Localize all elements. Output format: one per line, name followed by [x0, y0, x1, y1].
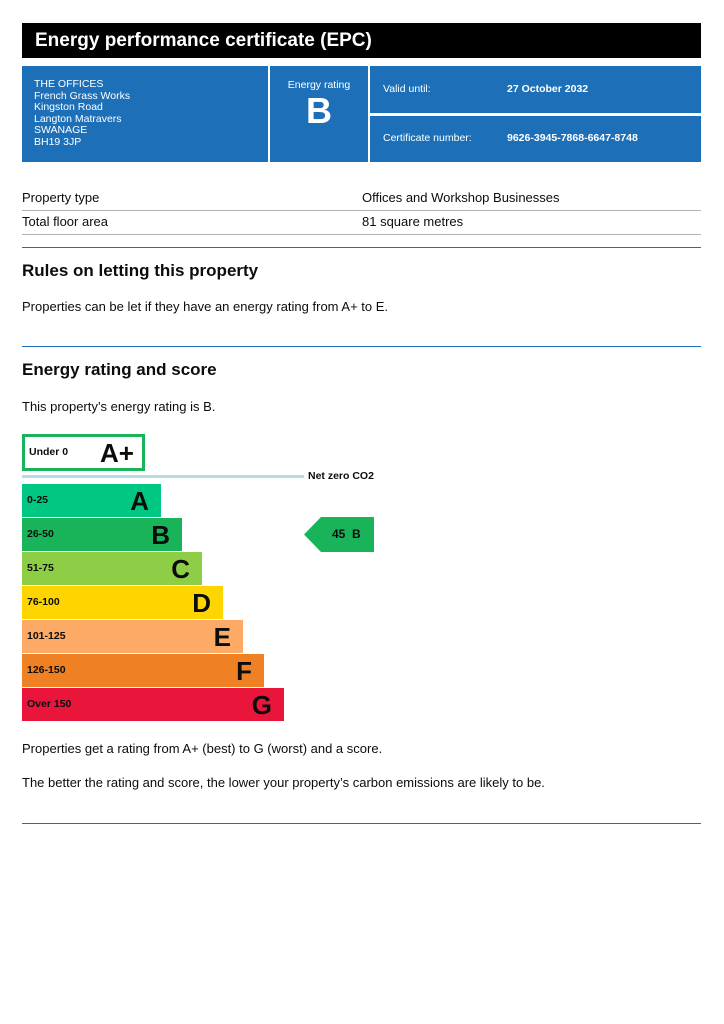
net-zero-line [22, 475, 304, 478]
property-type-row [22, 186, 701, 211]
certificate-number-box [370, 116, 701, 162]
valid-until-label: Valid until: [383, 83, 431, 95]
letting-text: Properties can be let if they have an energy rating from A+ to E. [22, 299, 389, 314]
property-type-value: Offices and Workshop Businesses [362, 190, 560, 205]
rating-intro: This property’s energy rating is B. [22, 399, 216, 414]
page-title: Energy performance certificate (EPC) [22, 23, 701, 58]
floor-area-row [22, 210, 701, 235]
band-range-label: 76-100 [27, 596, 60, 608]
energy-rating-label: Energy rating [287, 79, 351, 91]
energy-rating-box [270, 66, 368, 162]
section-divider [22, 247, 701, 248]
band-c [22, 552, 202, 585]
rating-footer-2: The better the rating and score, the lower your property’s carbon emissions are likely to be. [22, 775, 545, 790]
letting-heading: Rules on letting this property [22, 261, 259, 280]
band-letter: F [236, 656, 252, 686]
band-b [22, 518, 182, 551]
band-range-label: Over 150 [27, 698, 72, 710]
band-d [22, 586, 223, 619]
band-range-label: Under 0 [29, 446, 69, 458]
band-g [22, 688, 284, 721]
band-range-label: 126-150 [27, 664, 66, 676]
certificate-number-label: Certificate number: [383, 132, 472, 144]
address-line: Kingston Road [34, 101, 103, 114]
band-range-label: 101-125 [27, 630, 66, 642]
band-e [22, 620, 243, 653]
rating-heading: Energy rating and score [22, 360, 217, 379]
address-line: THE OFFICES [34, 78, 104, 90]
band-letter: B [151, 520, 170, 550]
band-letter: E [213, 622, 231, 652]
section-divider [22, 346, 701, 347]
certificate-number-value: 9626-3945-7868-6647-8748 [507, 132, 638, 144]
floor-area-value: 81 square metres [362, 214, 464, 229]
band-a [22, 484, 161, 517]
band-letter: A [130, 486, 149, 516]
current-score: 45 [332, 527, 346, 541]
band-letter: C [171, 554, 190, 584]
address-line: SWANAGE [34, 124, 88, 137]
current-rating-text [332, 517, 361, 552]
section-divider [22, 823, 701, 824]
band-letter: G [251, 690, 272, 720]
band-letter: D [192, 588, 211, 618]
property-type-label: Property type [22, 190, 100, 205]
energy-rating-value: B [306, 90, 332, 131]
band-range-label: 51-75 [27, 562, 54, 574]
address-line: Langton Matravers [34, 112, 122, 125]
band-aplus [22, 434, 145, 471]
band-letter: A+ [100, 438, 134, 468]
band-range-label: 0-25 [27, 494, 49, 506]
valid-until-box [370, 66, 701, 113]
property-address [22, 66, 268, 162]
address-line: BH19 3JP [34, 135, 82, 148]
net-zero-label: Net zero CO2 [308, 470, 374, 482]
current-letter: B [352, 527, 361, 541]
rating-footer-1: Properties get a rating from A+ (best) to G (worst) and a score. [22, 741, 383, 756]
floor-area-label: Total floor area [22, 214, 108, 229]
band-range-label: 26-50 [27, 528, 54, 540]
valid-until-value: 27 October 2032 [507, 83, 589, 95]
band-f [22, 654, 264, 687]
address-line: French Grass Works [34, 89, 131, 102]
